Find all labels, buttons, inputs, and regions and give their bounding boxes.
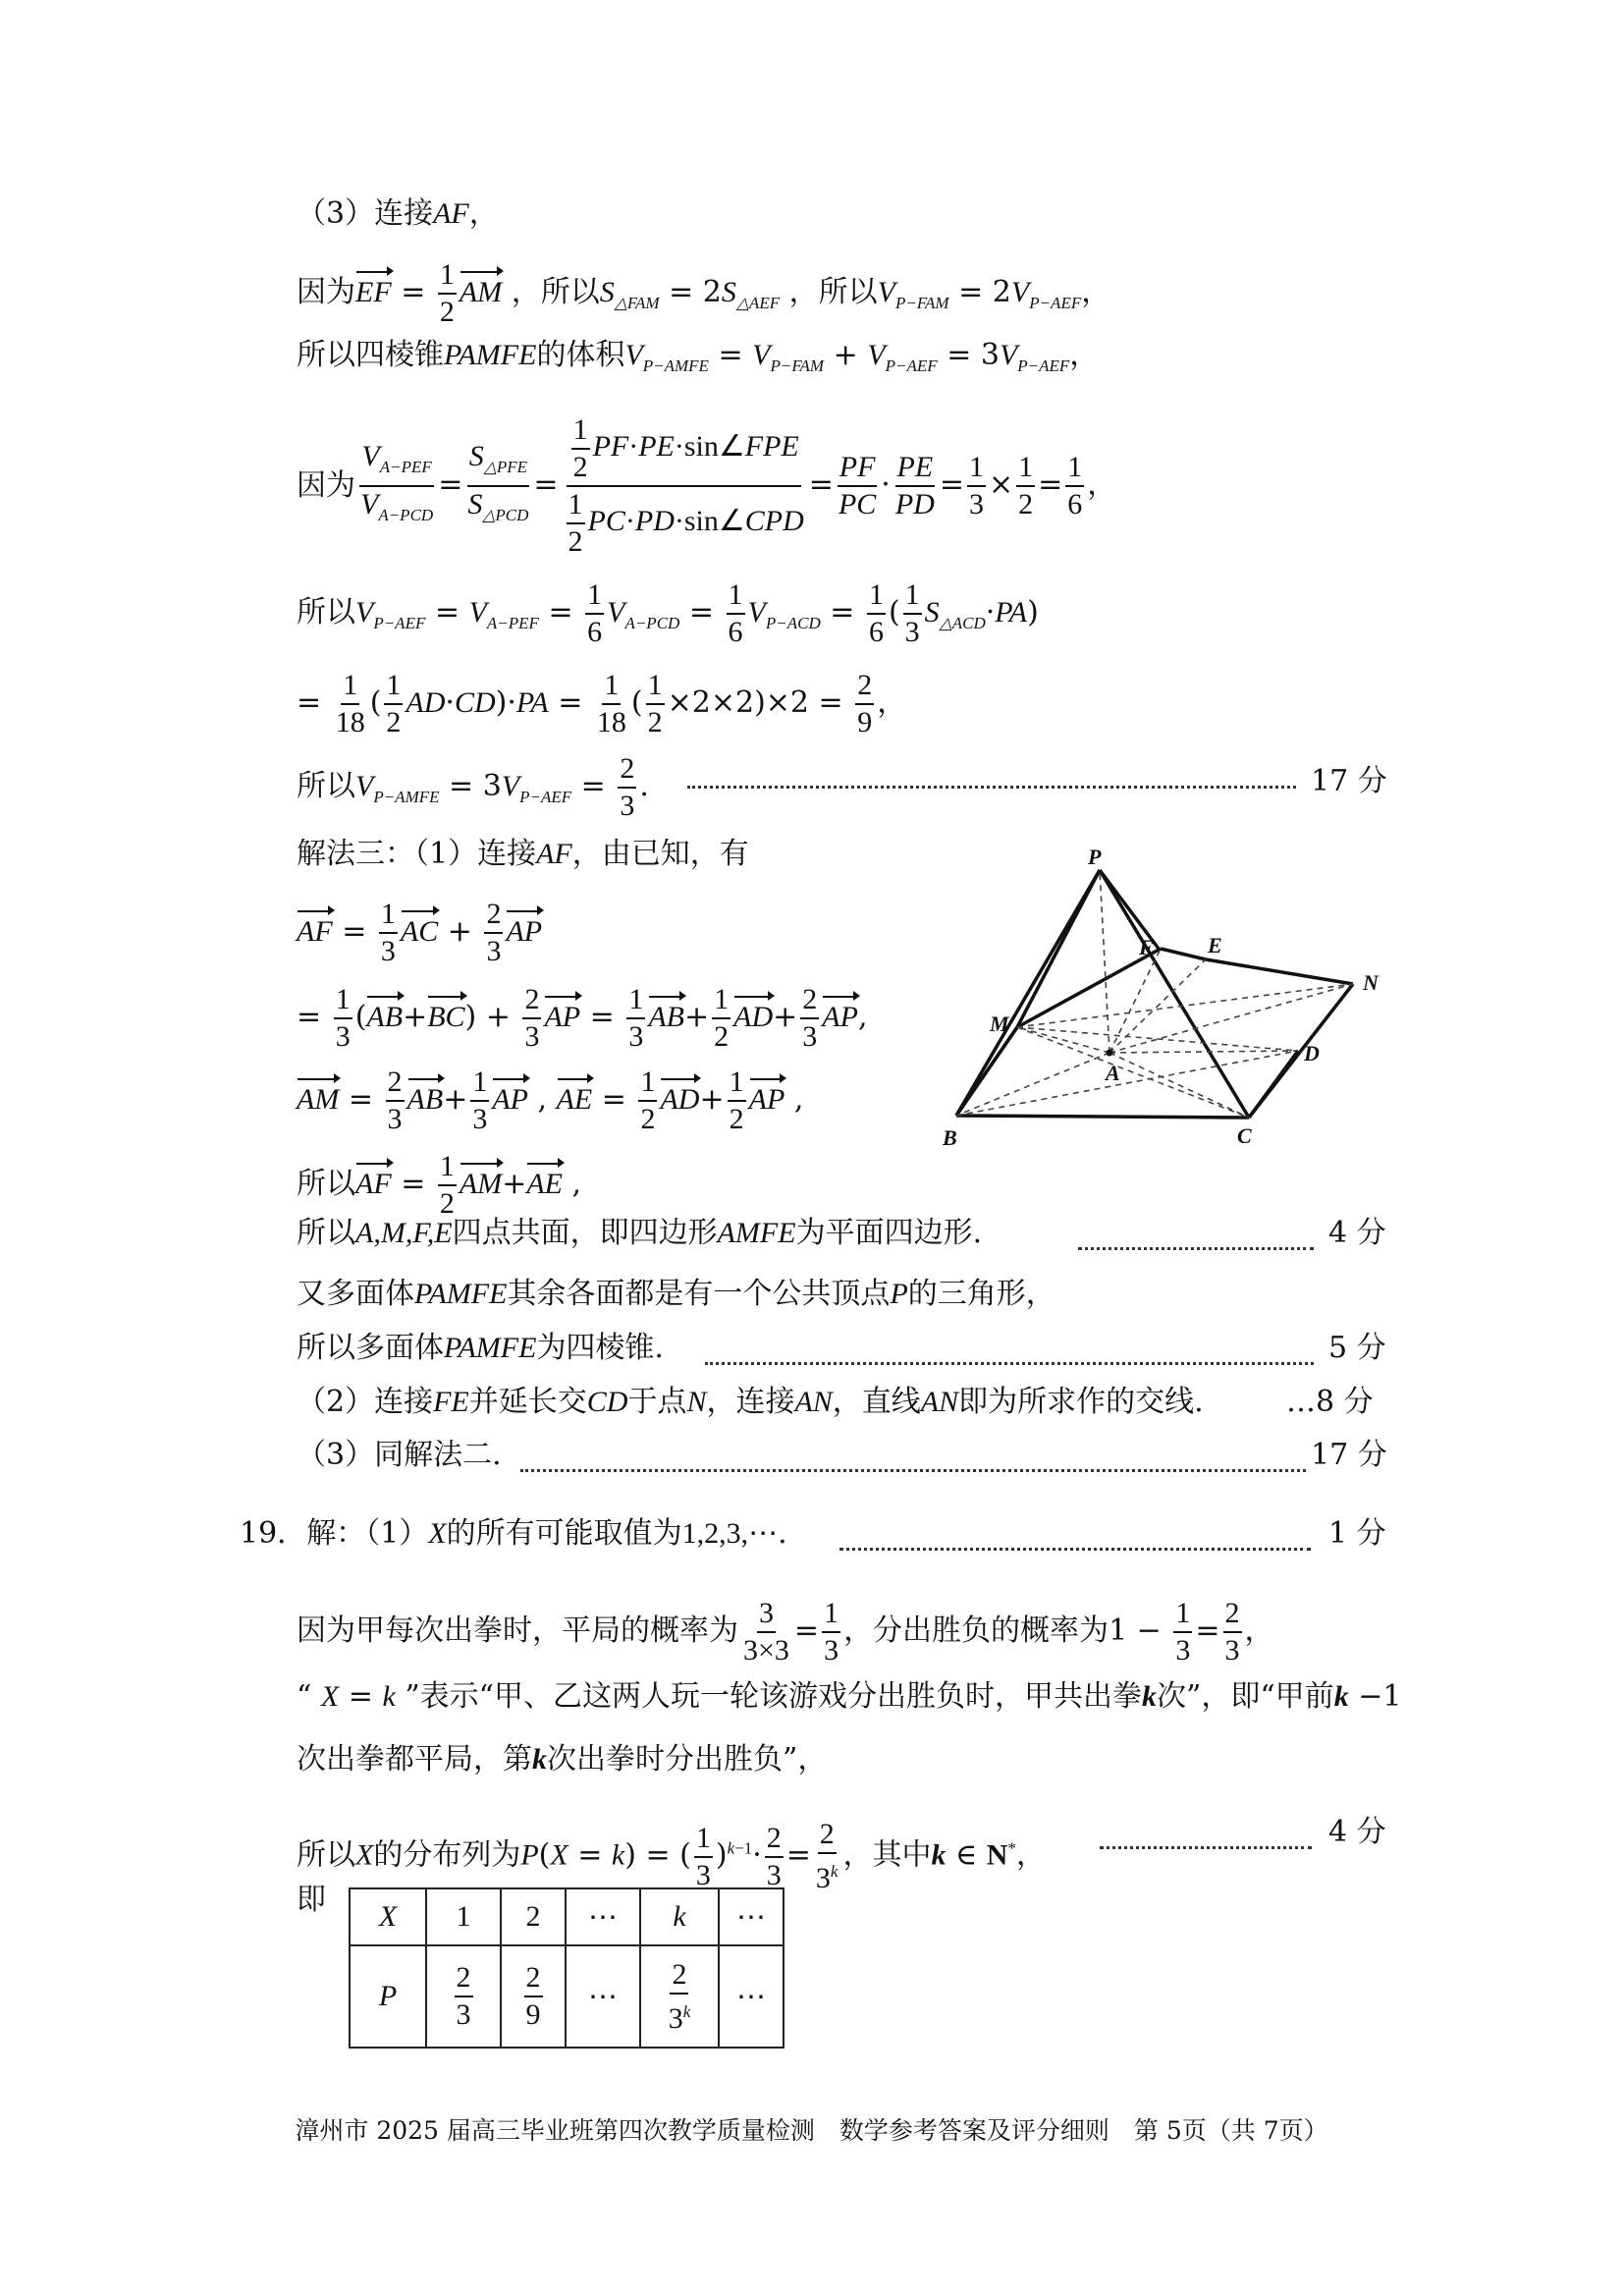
method3-title: 解法三：（1）连接AF，由已知，有	[297, 837, 749, 871]
label-D: D	[1304, 1041, 1320, 1066]
table-row: P $\frac{2}{3}$ $\frac{2}{9}$ ⋯ $\frac{2}{3^k}$ ⋯	[350, 1945, 784, 2048]
distribution-table	[349, 1887, 784, 2049]
label-A: A	[1106, 1061, 1120, 1085]
line-part2: （2）连接FE并延长交CD于点N，连接AN，直线AN即为所求作的交线.	[297, 1385, 1204, 1419]
line-pyramid-volume: 所以四棱锥PAMFE的体积$V_{P-AMFE} = V_{P-FAM} + V_{P-AEF} = 3V_{P-AEF}$，	[297, 338, 1100, 375]
q19-prob-line: 因为甲每次出拳时，平局的概率为 $\frac{3}{3\times 3}$ = $\frac{1}{3}$ ，分出胜负的概率为1 − $\frac{1}{3}$ = $\frac{2}{3}$ ，	[297, 1597, 1274, 1667]
label-B: B	[943, 1125, 957, 1150]
page-footer: 漳州市 2025 届高三毕业班第四次教学质量检测 数学参考答案及评分细则 第 5页（共 7页）	[295, 2116, 1328, 2145]
label-P: P	[1088, 845, 1102, 869]
q19-event-line: “ X = k ”表示“甲、乙这两人玩一轮该游戏分出胜负时，甲共出拳k次”，即“甲前k −1	[297, 1679, 1402, 1714]
label-E: E	[1208, 933, 1222, 957]
q19-line1: 19．解：（1）X的所有可能取值为1,2,3,⋯.	[240, 1516, 787, 1551]
label-M: M	[990, 1011, 1009, 1036]
q19-dist-line: 所以X的分布列为P(X = k) = ( $\frac{1}{3}$ )$^{k-1}$· $\frac{2}{3}$ = $\frac{2}{3^k}$ ，其中k ∈ N*，	[297, 1818, 1046, 1894]
score-8: …8 分	[1286, 1385, 1374, 1419]
label-F: F	[1139, 935, 1154, 959]
line-pyramid-conclusion: 所以多面体PAMFE为四棱锥.	[297, 1331, 664, 1365]
table-row: X 1 2 ⋯ k ⋯	[350, 1888, 784, 1945]
label-N: N	[1363, 970, 1379, 995]
score-leader	[687, 786, 1296, 789]
line-part3-same: （3）同解法二.	[297, 1438, 502, 1472]
line-af-expand: = $\frac{1}{3}$ (AB+BC) + $\frac{2}{3}$ AP = $\frac{1}{3}$ AB+ $\frac{1}{2}$ AD+ $\frac{2}{3}$ AP,	[297, 983, 868, 1053]
pyramid-figure	[943, 845, 1404, 1178]
line-am-ae: AM = $\frac{2}{3}$ AB+ $\frac{1}{3}$ AP , AE = $\frac{1}{2}$ AD+ $\frac{1}{2}$ AP ,	[297, 1066, 804, 1135]
line-vpaef-cont: = $\frac{1}{18}$ ( $\frac{1}{2}$ AD·CD)·PA = $\frac{1}{18}$ ( $\frac{1}{2}$ ×2×2)×2 = $\frac{2}{9}$ ，	[297, 669, 907, 738]
table-prefix: 即	[297, 1883, 326, 1917]
line-coplanar: 所以A,M,F,E四点共面，即四边形AMFE为平面四边形.	[297, 1216, 983, 1250]
part3-header: （3）连接AF，	[297, 196, 499, 231]
score-17a: 17 分	[1311, 764, 1387, 798]
label-C: C	[1237, 1123, 1252, 1148]
score-1: 1 分	[1328, 1516, 1386, 1551]
line-polyhedron: 又多面体PAMFE其余各面都是有一个公共顶点P的三角形，	[297, 1277, 1055, 1311]
score-5: 5 分	[1328, 1331, 1386, 1365]
score-4b: 4 分	[1328, 1815, 1386, 1849]
line-af-vector: AF = $\frac{1}{3}$ AC + $\frac{2}{3}$ AP	[297, 898, 543, 967]
line-vpaef: 所以$V_{P-AEF} = V_{A-PEF}$ = $\frac{1}{6}$ $V_{A-PCD}$ = $\frac{1}{6}$ $V_{P-ACD}$ = $\frac{1}{6}$ ( $\frac{1}{3}$ $S_{\triangle ACD}\cdot PA$)	[297, 578, 1039, 648]
score-4a: 4 分	[1328, 1216, 1386, 1250]
line-af-combo: 所以AF = $\frac{1}{2}$ AM+AE ,	[297, 1150, 582, 1220]
q19-event-line2: 次出拳都平局，第k次出拳时分出胜负”，	[297, 1742, 828, 1777]
line-vector-ef: 因为EF = $\frac{1}{2}$ AM ，所以$S_{\triangle FAM} = 2S_{\triangle AEF}$ ，所以$V_{P-FAM} = 2V_{P-AEF}$，	[297, 258, 1111, 328]
score-17b: 17 分	[1311, 1438, 1387, 1472]
line-final-volume: 所以$V_{P-AMFE} = 3V_{P-AEF}$ = $\frac{2}{3}$ .	[297, 752, 649, 822]
line-volume-ratio: 因为 $\frac{V_{A-PEF}}{V_{A-PCD}}$ = $\frac{S_{\triangle PFE}}{S_{\triangle PCD}}$ = $\frac{1}{2}$ PF·PE·sin∠FPE $\frac{1}{2}$ PC·PD·sin∠CPD = $\frac{PF}{PC}$ · $\frac{PE}{PD}$ = $\frac{1}{3}$ × $\frac{1}{2}$ = $\frac{1}{6}$ ，	[297, 413, 1117, 558]
